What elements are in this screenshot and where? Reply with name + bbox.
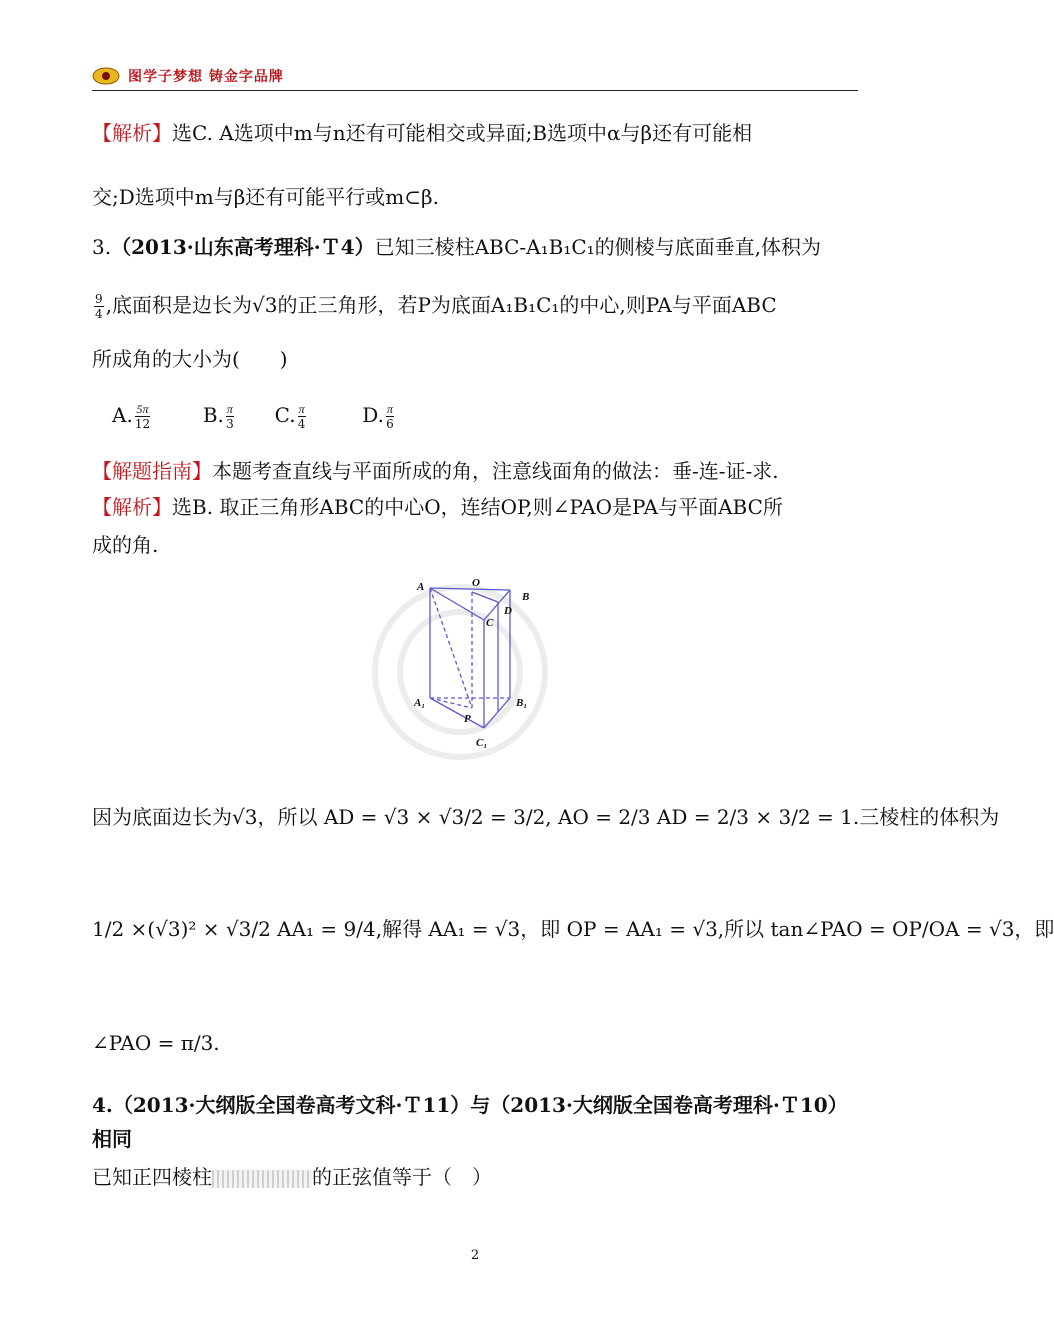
section-a-line2: 交;D选项中m与β还有可能平行或m⊂β.: [92, 185, 439, 209]
q4-stem: 已知正四棱柱 的正弦值等于（ ）: [92, 1165, 492, 1189]
option-b: B. $\frac{\pi}{3}$: [202, 402, 234, 431]
label-o: O: [472, 577, 480, 589]
page-number: 2: [470, 1248, 480, 1263]
q3-solution-line2: 成的角.: [92, 533, 159, 557]
header-text: 图学子梦想 铸金字品牌: [128, 69, 284, 85]
q3-stem-line2: $\frac{9}{4}$ ,底面积是边长为√3的正三角形，若P为底面A₁B₁C₁的中心,则PA与平面ABC: [95, 292, 777, 321]
label-c1: C₁: [476, 737, 488, 749]
logo-icon: [92, 66, 120, 86]
q3-stem-line3: 所成角的大小为( ): [92, 347, 288, 371]
watermark-icon: [375, 587, 545, 757]
fraction-9-4: $\frac{9}{4}$: [95, 292, 103, 321]
q4-title-line1: 4.（2013·大纲版全国卷高考文科·Ｔ11）与（2013·大纲版全国卷高考理科·Ｔ10）: [92, 1093, 848, 1117]
label-d: D: [504, 605, 512, 617]
q3-calc-line3: ∠PAO = π/3.: [92, 1031, 220, 1055]
option-a: A. $\frac{5\pi}{12}$: [112, 402, 151, 431]
q3-source: （2013·山东高考理科·Ｔ4）: [111, 235, 375, 259]
q3-guide: 【解题指南】本题考查直线与平面所成的角，注意线面角的做法：垂-连-证-求.: [92, 459, 779, 483]
label-b1: B₁: [516, 697, 528, 709]
q3-calc-line2: 1/2 ×(√3)² × √3/2 AA₁ = 9/4,解得 AA₁ = √3，即 OP = AA₁ = √3,所以 tan∠PAO = OP/OA = √3，即: [92, 917, 1054, 941]
guide-tag: 【解题指南】: [92, 459, 212, 483]
option-c: C. $\frac{\pi}{4}$: [274, 402, 306, 431]
q3-calc-line1: 因为底面边长为√3，所以 AD = √3 × √3/2 = 3/2, AO = 2/3 AD = 2/3 × 3/2 = 1.三棱柱的体积为: [92, 805, 1000, 829]
option-d: D. $\frac{\pi}{6}$: [362, 402, 394, 431]
label-a: A: [417, 581, 425, 593]
label-p: P: [464, 713, 471, 725]
prism-figure: [272, 562, 678, 798]
solution-tag: 【解析】: [92, 495, 172, 519]
label-b: B: [522, 591, 530, 603]
analysis-tag: 【解析】: [92, 121, 172, 145]
q3-solution-line1: 【解析】选B. 取正三角形ABC的中心O，连结OP,则∠PAO是PA与平面ABC所: [92, 495, 783, 519]
q3-options: [112, 402, 396, 430]
formula-image: [212, 1170, 312, 1188]
q3-stem-line1: 3.（2013·山东高考理科·Ｔ4）已知三棱柱ABC-A₁B₁C₁的侧棱与底面垂直,体积为: [92, 235, 822, 259]
q4-title-line2: 相同: [92, 1127, 132, 1151]
page-header: [92, 66, 858, 91]
label-c: C: [486, 617, 494, 629]
section-a-line1: 【解析】选C. A选项中m与n还有可能相交或异面;B选项中α与β还有可能相: [92, 121, 753, 145]
label-a1: A₁: [414, 697, 426, 709]
